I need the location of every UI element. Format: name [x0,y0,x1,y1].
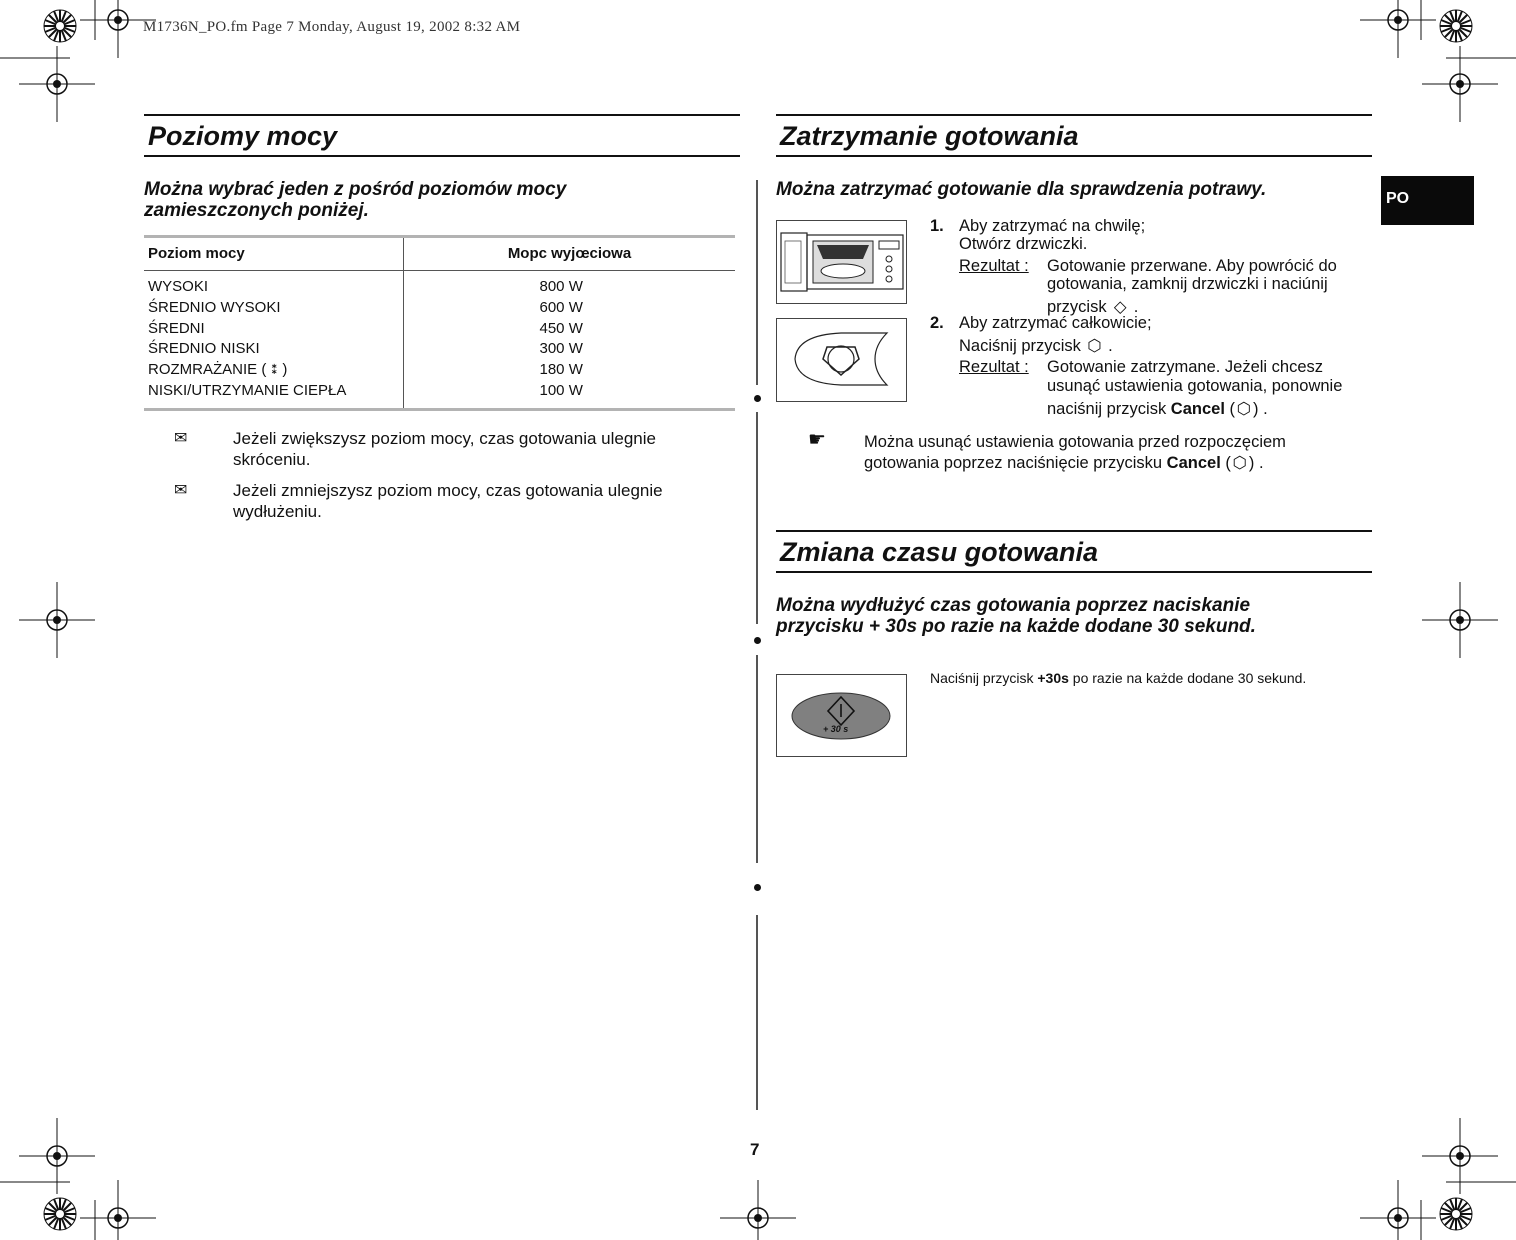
binding-dot [754,637,761,644]
column-divider [756,180,758,385]
table-row-watt: 300 W [539,340,583,358]
plus30-button-icon [777,675,906,756]
power-title: Poziomy mocy [144,114,740,157]
file-info-header: M1736N_PO.fm Page 7 Monday, August 19, 2002 8:32 AM [143,19,521,35]
column-divider [756,655,758,863]
result-line: usunąć ustawienia gotowania, ponownie [1047,377,1343,395]
stop-button-image [776,318,907,402]
pointing-hand-icon: ☛ [808,429,826,451]
power-lead: Można wybrać jeden z pośród poziomów mocy zamieszczonych poniżej. [144,179,567,221]
result-line: Gotowanie zatrzymane. Jeżeli chcesz [1047,358,1324,376]
stop-lead: Można zatrzymać gotowanie dla sprawdzenia potrawy. [776,179,1267,200]
stop-icon: ⬡ [1232,454,1248,472]
microwave-open-door-image [776,220,907,304]
table-row-level: NISKI/UTRZYMANIE CIEPŁA [148,381,347,399]
plus30-button-image [776,674,907,757]
power-table [144,235,735,411]
table-row-watt: 800 W [539,278,583,295]
table-row-watt: 100 W [539,381,583,399]
stop-icon: ⬡ [1236,400,1252,418]
note-item: ✉ Jeżeli zwiększysz poziom mocy, czas gotowania ulegnie skróceniu. [174,429,656,469]
table-row-level: ŚREDNIO NISKI [148,340,260,358]
plus30-button-label: + 30 s [823,724,849,734]
binding-dot [754,395,761,402]
plus30-instruction: Naciśnij przycisk +30s po razie na każde dodane 30 sekund. [930,670,1307,686]
note-item: ✉ Jeżeli zmniejszysz poziom mocy, czas gotowania ulegnie wydłużeniu. [174,481,663,521]
table-row-level-defrost: ROZMRAŻANIE ( ⁑ ) [148,360,403,381]
result-line: naciśnij przycisk Cancel ( ⬡ ) . [1047,400,1268,418]
result-label: Rezultat : [959,358,1029,376]
stop-icon: ⬡ [1087,337,1102,355]
table-row-watt: 180 W [539,361,583,379]
step-1-line1: Aby zatrzymać na chwilę; [959,217,1146,235]
result-line: gotowania, zamknij drzwiczki i naciúnij [1047,275,1328,293]
step-2-line2: Naciśnij przycisk ⬡ . [959,337,1113,355]
stop-button-icon [777,319,906,401]
note-icon: ✉ [174,430,188,447]
microwave-icon [777,221,906,303]
change-lead: Można wydłużyć czas gotowania poprzez naciskanie przycisku + 30s po razie na każde dodane 30 sekund. [776,595,1256,637]
step-number: 1. [930,217,944,235]
col-output-power: Mopc wyjœciowa [507,245,632,262]
result-line: Gotowanie przerwane. Aby powrócić do [1047,257,1337,275]
result-line: przycisk ◇ . [1047,298,1139,316]
column-divider [756,915,758,1110]
power-table-body [144,271,735,408]
table-row-watt: 450 W [539,319,583,337]
stop-title: Zatrzymanie gotowania [776,114,1372,157]
change-title: Zmiana czasu gotowania [776,530,1372,573]
col-power-level: Poziom mocy [144,238,404,270]
tip-note: ☛ Można usunąć ustawienia gotowania przed rozpoczęciem gotowania poprzez naciśnięcie przycisku Cancel ( ⬡ ) . [808,429,1286,472]
power-table-header [144,238,735,271]
step-1-line2: Otwórz drzwiczki. [959,235,1088,253]
result-label: Rezultat : [959,257,1029,275]
table-row-level: WYSOKI [148,278,209,295]
table-row-watt: 600 W [539,298,583,316]
step-2-line1: Aby zatrzymać całkowicie; [959,314,1152,332]
start-diamond-icon: ◇ [1113,298,1127,316]
table-row-level: ŚREDNIO WYSOKI [148,298,281,316]
defrost-icon: ⁑ [271,363,278,378]
note-icon: ✉ [174,482,188,499]
step-number: 2. [930,314,944,332]
page-number: 7 [750,1140,760,1159]
column-divider [756,412,758,624]
binding-dot [754,884,761,891]
table-row-level: ŚREDNI [148,319,205,337]
language-tab: PO [1381,176,1474,225]
